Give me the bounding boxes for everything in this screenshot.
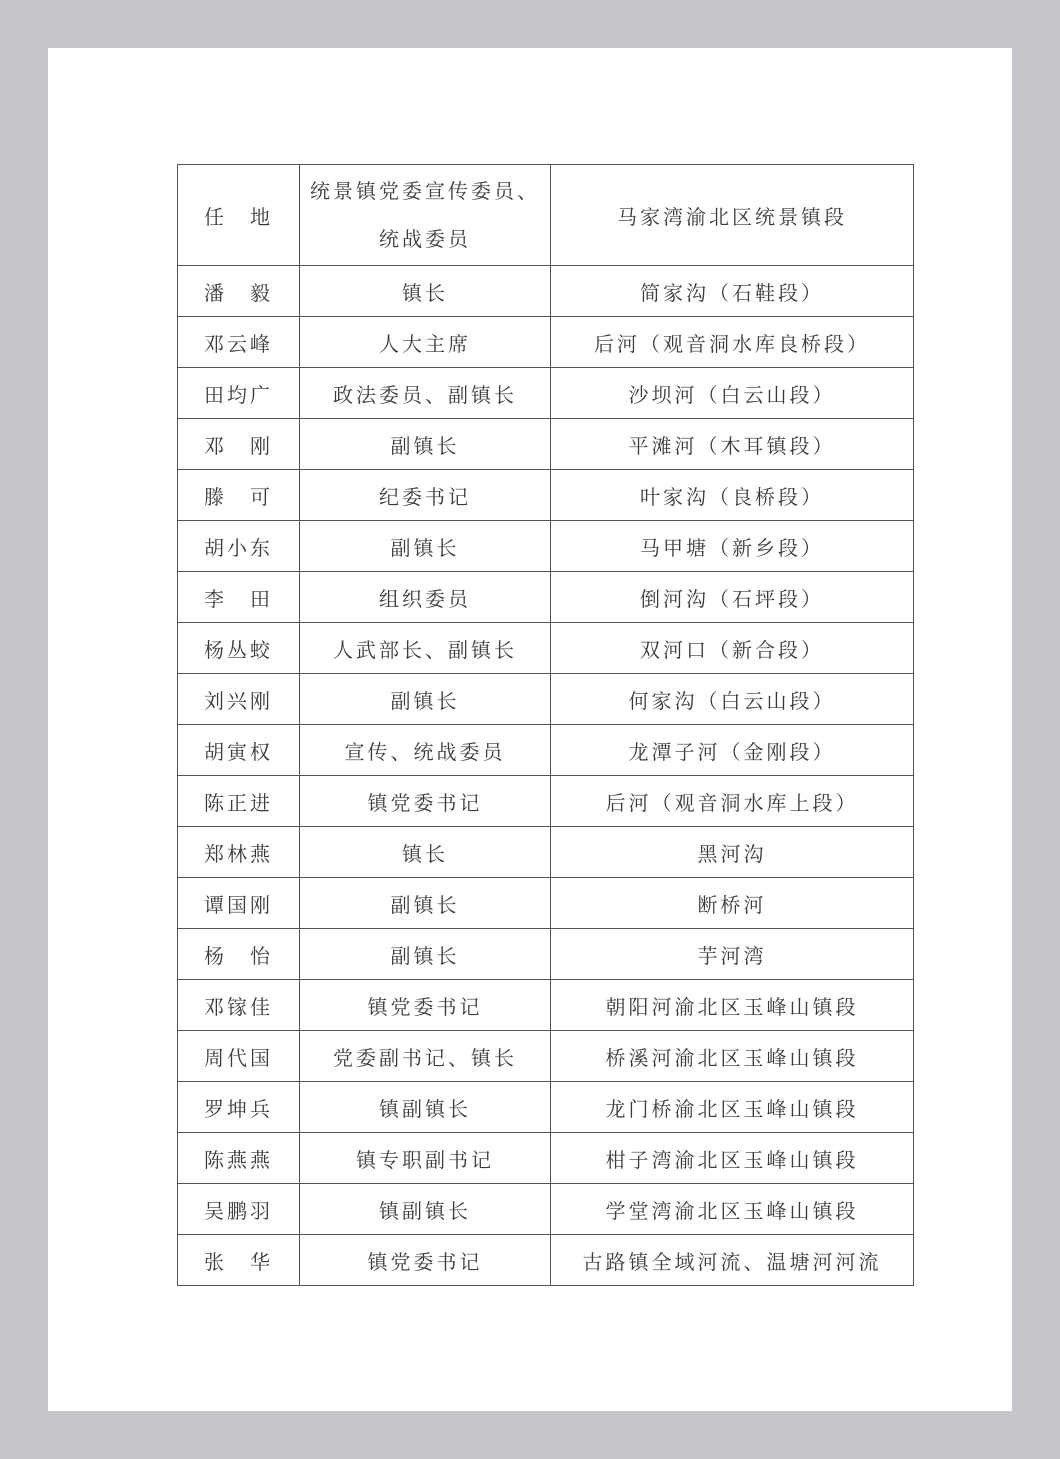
river-section-cell: 朝阳河渝北区玉峰山镇段: [551, 980, 914, 1031]
river-section-cell: 何家沟（白云山段）: [551, 674, 914, 725]
table-row: [178, 1031, 914, 1082]
table-row: [178, 929, 914, 980]
name-cell: 任 地: [178, 165, 300, 266]
table-row: [178, 623, 914, 674]
river-section-cell: 龙潭子河（金刚段）: [551, 725, 914, 776]
name-cell: 周代国: [178, 1031, 300, 1082]
river-section-cell: 马家湾渝北区统景镇段: [551, 165, 914, 266]
name-cell: 吴鹏羽: [178, 1184, 300, 1235]
document-page: [48, 48, 1012, 1411]
position-cell: 镇专职副书记: [300, 1133, 551, 1184]
table-row: [178, 1235, 914, 1286]
table-row: [178, 1082, 914, 1133]
table-row: [178, 368, 914, 419]
name-cell: 郑林燕: [178, 827, 300, 878]
position-cell: [300, 165, 551, 266]
table-row: [178, 470, 914, 521]
position-line: 统战委员: [379, 227, 471, 251]
table-row: [178, 266, 914, 317]
name-cell: 邓云峰: [178, 317, 300, 368]
table-row: [178, 827, 914, 878]
name-cell: 杨丛蛟: [178, 623, 300, 674]
river-section-cell: 断桥河: [551, 878, 914, 929]
position-cell: 镇党委书记: [300, 776, 551, 827]
name-cell: 罗坤兵: [178, 1082, 300, 1133]
table-row: [178, 776, 914, 827]
river-section-cell: 双河口（新合段）: [551, 623, 914, 674]
position-cell: 人武部长、副镇长: [300, 623, 551, 674]
position-cell: 党委副书记、镇长: [300, 1031, 551, 1082]
table-row: [178, 725, 914, 776]
name-cell: 张 华: [178, 1235, 300, 1286]
river-section-cell: 桥溪河渝北区玉峰山镇段: [551, 1031, 914, 1082]
position-cell: 镇副镇长: [300, 1082, 551, 1133]
name-cell: 陈燕燕: [178, 1133, 300, 1184]
name-cell: 杨 怡: [178, 929, 300, 980]
position-cell: 镇党委书记: [300, 980, 551, 1031]
river-section-cell: 芋河湾: [551, 929, 914, 980]
position-line: 统景镇党委宣传委员、: [310, 179, 540, 203]
position-cell: 政法委员、副镇长: [300, 368, 551, 419]
position-cell: 副镇长: [300, 929, 551, 980]
table-row: [178, 419, 914, 470]
river-section-cell: 倒河沟（石坪段）: [551, 572, 914, 623]
river-chief-table: [177, 164, 914, 1286]
river-section-cell: 后河（观音洞水库上段）: [551, 776, 914, 827]
position-cell: 镇长: [300, 827, 551, 878]
river-section-cell: 柑子湾渝北区玉峰山镇段: [551, 1133, 914, 1184]
table-row: [178, 1133, 914, 1184]
name-cell: 谭国刚: [178, 878, 300, 929]
name-cell: 邓镓佳: [178, 980, 300, 1031]
river-section-cell: 沙坝河（白云山段）: [551, 368, 914, 419]
position-cell: 镇长: [300, 266, 551, 317]
position-cell: 镇副镇长: [300, 1184, 551, 1235]
river-section-cell: 学堂湾渝北区玉峰山镇段: [551, 1184, 914, 1235]
river-section-cell: 黑河沟: [551, 827, 914, 878]
table-row: [178, 317, 914, 368]
position-cell: 副镇长: [300, 674, 551, 725]
river-section-cell: 平滩河（木耳镇段）: [551, 419, 914, 470]
table-row: [178, 1184, 914, 1235]
position-cell: 副镇长: [300, 419, 551, 470]
position-cell: 副镇长: [300, 878, 551, 929]
river-section-cell: 龙门桥渝北区玉峰山镇段: [551, 1082, 914, 1133]
position-cell: 副镇长: [300, 521, 551, 572]
name-cell: 刘兴刚: [178, 674, 300, 725]
name-cell: 滕 可: [178, 470, 300, 521]
table-row: [178, 165, 914, 266]
name-cell: 李 田: [178, 572, 300, 623]
river-section-cell: 马甲塘（新乡段）: [551, 521, 914, 572]
table-row: [178, 674, 914, 725]
position-cell: 宣传、统战委员: [300, 725, 551, 776]
river-section-cell: 后河（观音洞水库良桥段）: [551, 317, 914, 368]
river-section-cell: 简家沟（石鞋段）: [551, 266, 914, 317]
name-cell: 胡小东: [178, 521, 300, 572]
position-cell: 组织委员: [300, 572, 551, 623]
river-section-cell: 叶家沟（良桥段）: [551, 470, 914, 521]
table-row: [178, 521, 914, 572]
table-row: [178, 878, 914, 929]
name-cell: 胡寅权: [178, 725, 300, 776]
name-cell: 田均广: [178, 368, 300, 419]
name-cell: 邓 刚: [178, 419, 300, 470]
position-cell: 纪委书记: [300, 470, 551, 521]
table-row: [178, 572, 914, 623]
position-cell: 人大主席: [300, 317, 551, 368]
river-section-cell: 古路镇全域河流、温塘河河流: [551, 1235, 914, 1286]
name-cell: 陈正进: [178, 776, 300, 827]
name-cell: 潘 毅: [178, 266, 300, 317]
position-cell: 镇党委书记: [300, 1235, 551, 1286]
table-row: [178, 980, 914, 1031]
